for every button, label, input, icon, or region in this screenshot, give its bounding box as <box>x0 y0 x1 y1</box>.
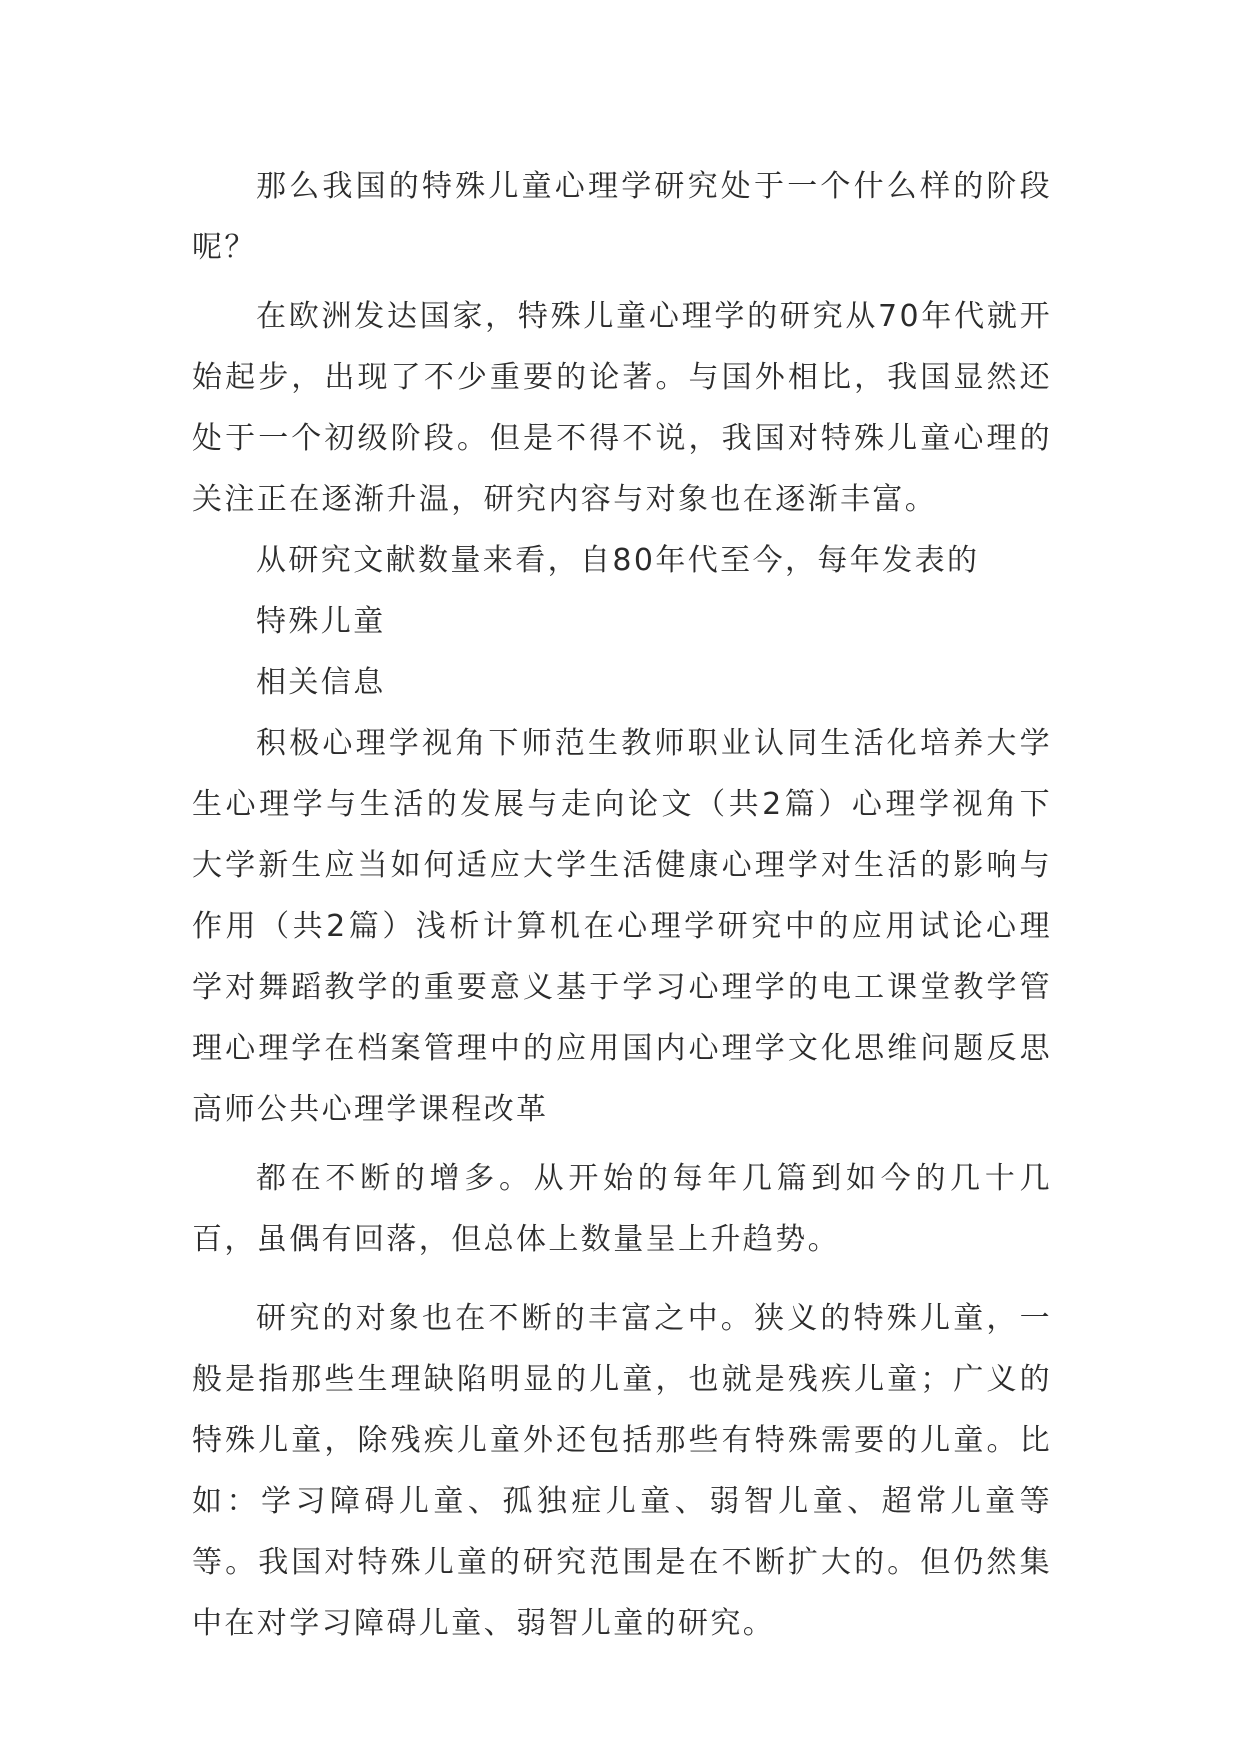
paragraph-overview: 在欧洲发达国家，特殊儿童心理学的研究从70年代就开始起步，出现了不少重要的论著。与国外相比，我国显然还处于一个初级阶段。但是不得不说，我国对特殊儿童心理的关注正在逐渐升温，研究内容与对象也在逐渐丰富。 <box>192 299 1052 517</box>
paragraph-related-info-heading: 相关信息 <box>256 665 386 700</box>
paragraph-special-children: 特殊儿童 <box>256 604 386 639</box>
paragraph-question: 那么我国的特殊儿童心理学研究处于一个什么样的阶段呢？ <box>192 169 1052 265</box>
paragraph-research-objects: 研究的对象也在不断的丰富之中。狭义的特殊儿童，一般是指那些生理缺陷明显的儿童，也就是残疾儿童；广义的特殊儿童，除残疾儿童外还包括那些有特殊需要的儿童。比如：学习障碍儿童、孤独症儿童、弱智儿童、超常儿童等等。我国对特殊儿童的研究范围是在不断扩大的。但仍然集中在对学习障碍儿童、弱智儿童的研究。 <box>192 1301 1052 1641</box>
document-body <box>192 156 1052 1654</box>
paragraph-growth: 都在不断的增多。从开始的每年几篇到如今的几十几百，虽偶有回落，但总体上数量呈上升趋势。 <box>192 1161 1052 1257</box>
paragraph-related-info-list: 积极心理学视角下师范生教师职业认同生活化培养大学生心理学与生活的发展与走向论文（共2篇）心理学视角下大学新生应当如何适应大学生活健康心理学对生活的影响与作用（共2篇）浅析计算机在心理学研究中的应用试论心理学对舞蹈教学的重要意义基于学习心理学的电工课堂教学管理心理学在档案管理中的应用国内心理学文化思维问题反思高师公共心理学课程改革 <box>192 726 1052 1127</box>
paragraph-literature-count: 从研究文献数量来看，自80年代至今，每年发表的 <box>256 543 980 578</box>
